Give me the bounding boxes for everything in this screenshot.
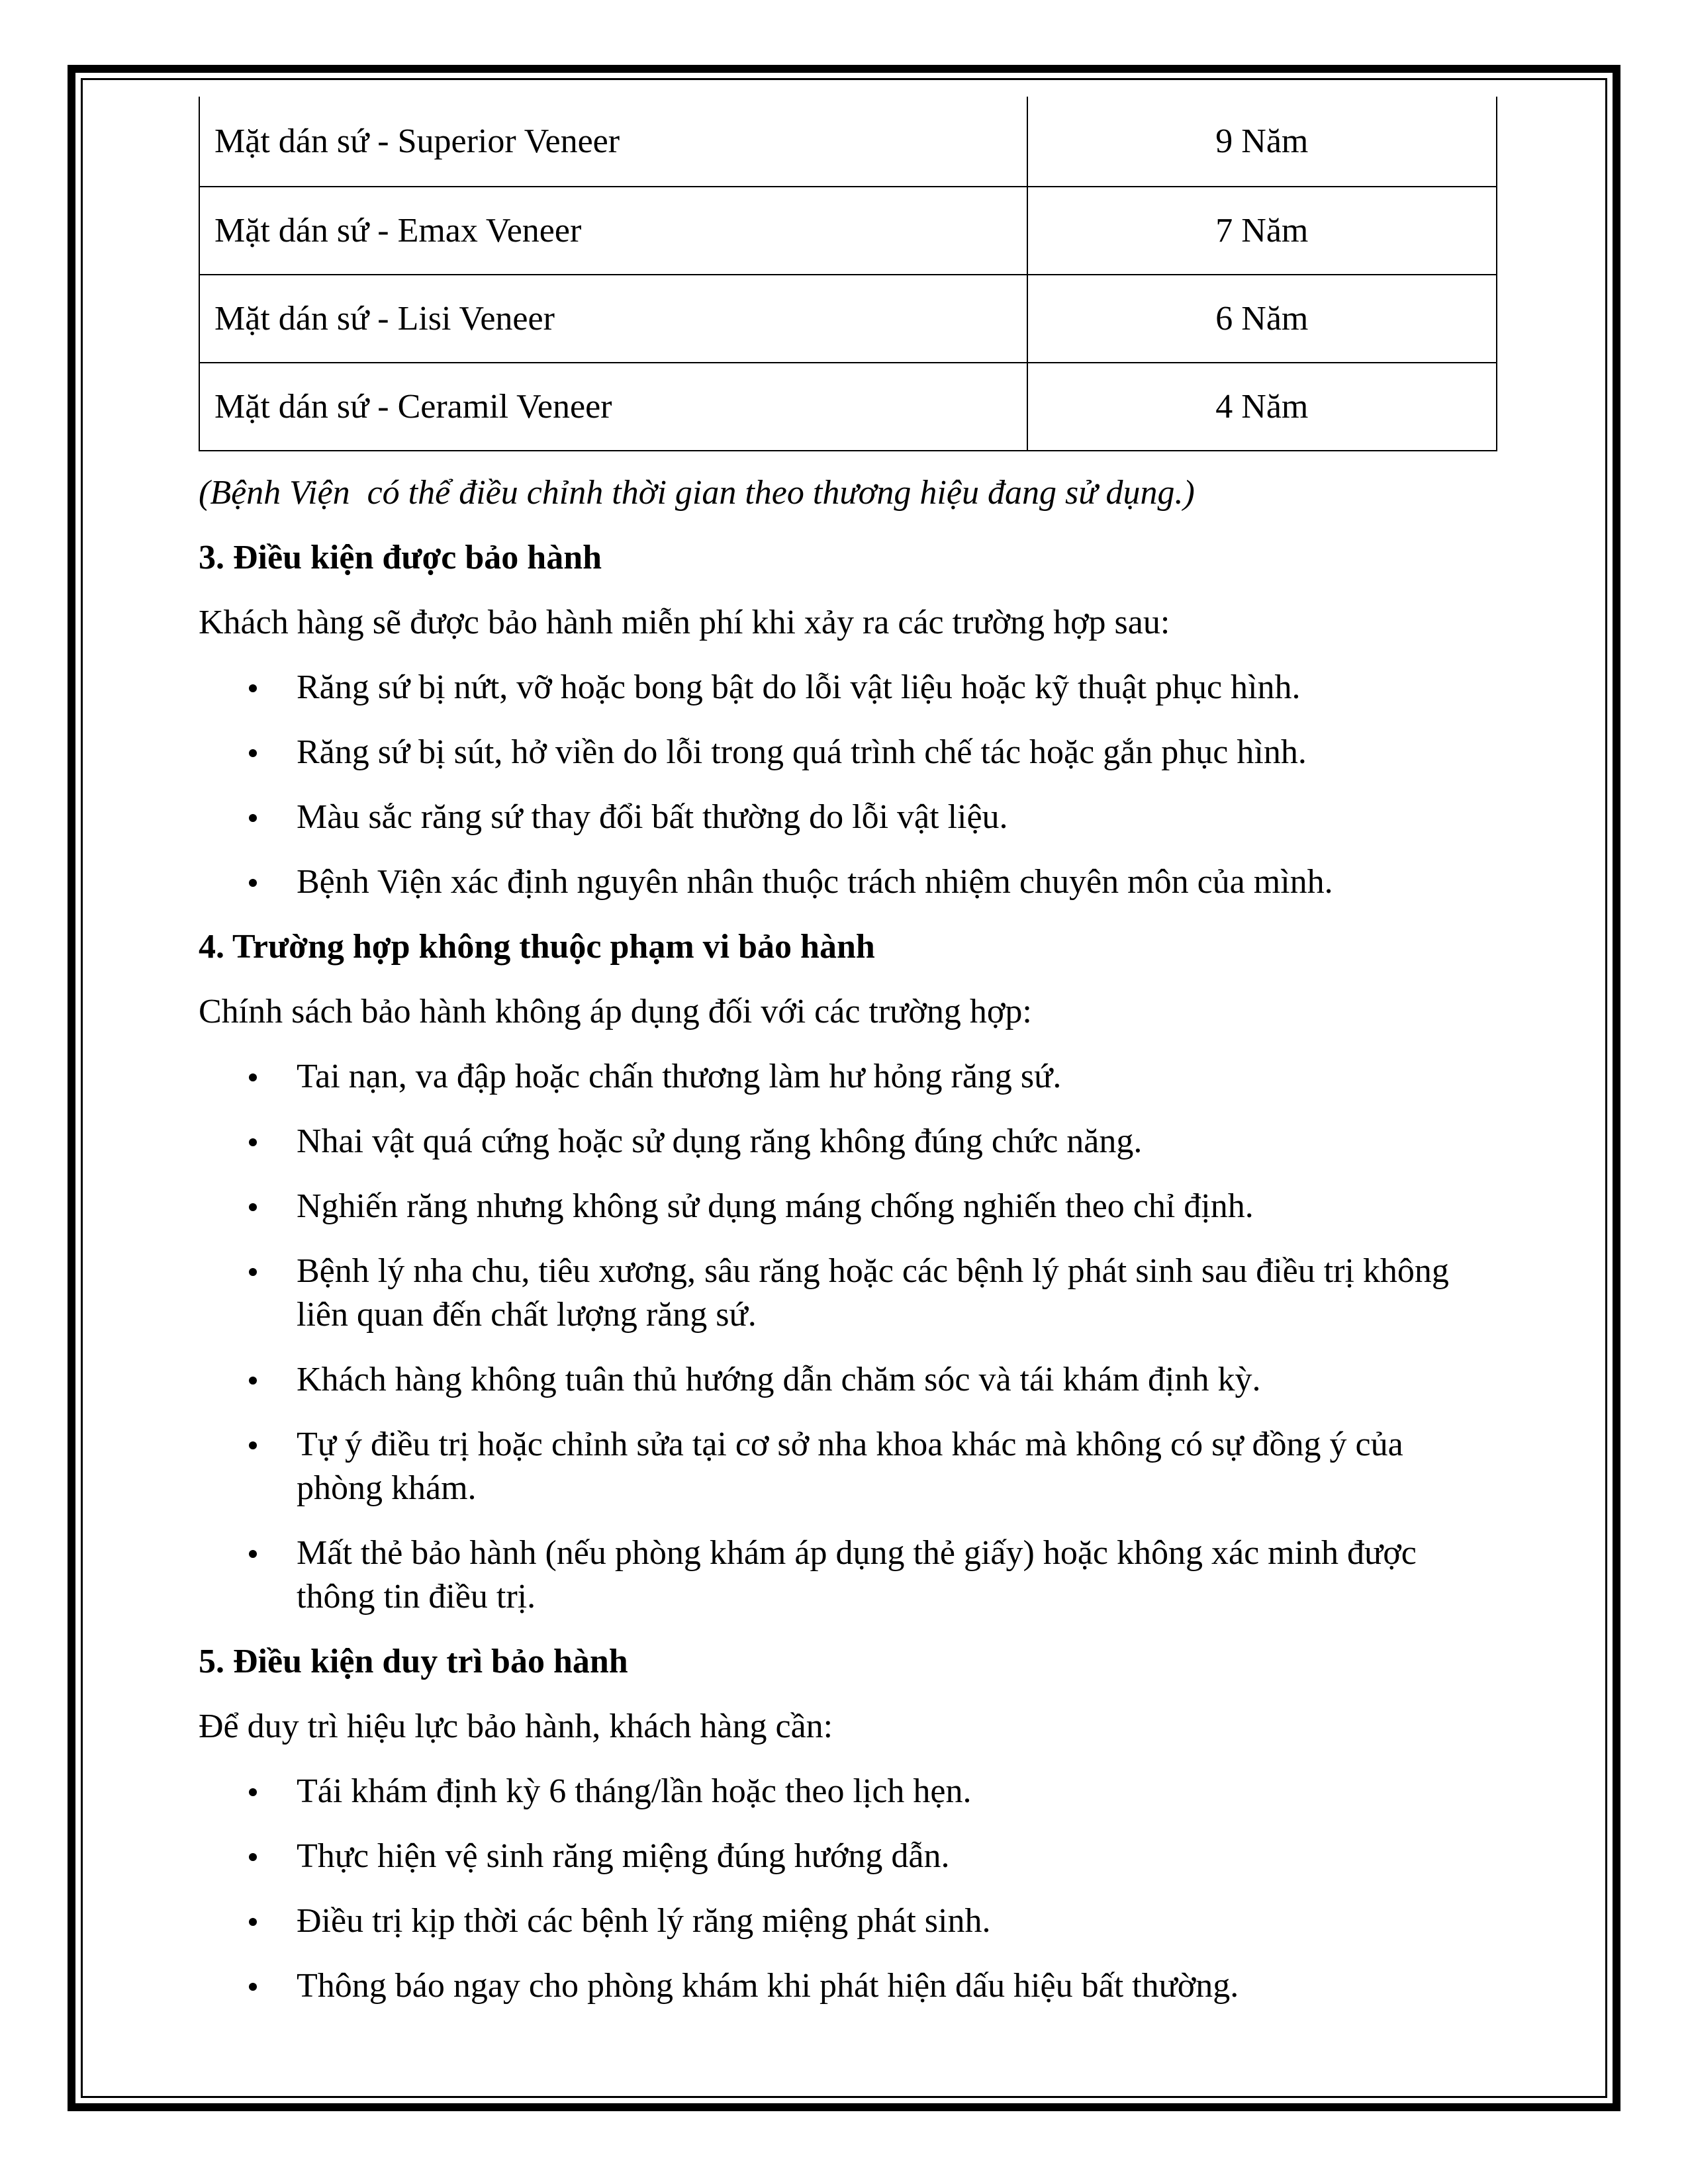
product-name-cell: Mặt dán sứ - Emax Veneer bbox=[199, 187, 1027, 275]
list-item bbox=[199, 796, 1496, 839]
bullet-icon bbox=[249, 1203, 257, 1211]
table-row bbox=[199, 97, 1497, 187]
list-item bbox=[199, 1770, 1496, 1813]
section-intro-5: Để duy trì hiệu lực bảo hành, khách hàng cần: bbox=[199, 1707, 833, 1745]
product-name-cell: Mặt dán sứ - Lisi Veneer bbox=[199, 275, 1027, 363]
table-note: (Bệnh Viện có thể điều chỉnh thời gian theo thương hiệu đang sử dụng.) bbox=[199, 474, 1195, 512]
list-item bbox=[199, 1531, 1496, 1619]
bullet-icon bbox=[249, 814, 257, 822]
bullet-icon bbox=[249, 749, 257, 757]
section-intro-3: Khách hàng sẽ được bảo hành miễn phí khi xảy ra các trường hợp sau: bbox=[199, 604, 1170, 641]
list-item-text: Điều trị kịp thời các bệnh lý răng miệng phát sinh. bbox=[297, 1902, 991, 1940]
bullet-icon bbox=[249, 1853, 257, 1861]
list-item bbox=[199, 1120, 1496, 1163]
bullet-icon bbox=[249, 879, 257, 887]
warranty-years-cell: 9 Năm bbox=[1027, 97, 1497, 187]
warranty-table bbox=[199, 97, 1497, 451]
list-item-text: Nhai vật quá cứng hoặc sử dụng răng không đúng chức năng. bbox=[297, 1122, 1143, 1160]
bullet-icon bbox=[249, 1268, 257, 1276]
list-item bbox=[199, 860, 1496, 904]
section-list-3 bbox=[199, 666, 1496, 904]
list-item-text: Tái khám định kỳ 6 tháng/lần hoặc theo lịch hẹn. bbox=[297, 1772, 972, 1810]
warranty-years-cell: 7 Năm bbox=[1027, 187, 1497, 275]
table-row bbox=[199, 187, 1497, 275]
section-heading-4: 4. Trường hợp không thuộc phạm vi bảo hành bbox=[199, 928, 875, 966]
section-intro-4: Chính sách bảo hành không áp dụng đối với các trường hợp: bbox=[199, 993, 1032, 1030]
list-item bbox=[199, 1055, 1496, 1099]
list-item-text: Nghiến răng nhưng không sử dụng máng chống nghiến theo chỉ định. bbox=[297, 1187, 1254, 1225]
list-item bbox=[199, 1899, 1496, 1943]
list-item-text: Bệnh lý nha chu, tiêu xương, sâu răng hoặc các bệnh lý phát sinh sau điều trị không liên quan đến chất lượng răng sứ. bbox=[297, 1252, 1449, 1334]
table-row bbox=[199, 363, 1497, 451]
list-item bbox=[199, 731, 1496, 774]
section-list-5 bbox=[199, 1770, 1496, 2008]
table-row bbox=[199, 275, 1497, 363]
bullet-icon bbox=[249, 1073, 257, 1081]
section-heading-5: 5. Điều kiện duy trì bảo hành bbox=[199, 1643, 628, 1680]
product-name-cell: Mặt dán sứ - Ceramil Veneer bbox=[199, 363, 1027, 451]
list-item-text: Tai nạn, va đập hoặc chấn thương làm hư hỏng răng sứ. bbox=[297, 1058, 1062, 1095]
list-item bbox=[199, 1423, 1496, 1510]
list-item bbox=[199, 1835, 1496, 1878]
section-heading-3: 3. Điều kiện được bảo hành bbox=[199, 539, 602, 576]
list-item-text: Khách hàng không tuân thủ hướng dẫn chăm sóc và tái khám định kỳ. bbox=[297, 1361, 1261, 1398]
list-item-text: Thông báo ngay cho phòng khám khi phát hiện dấu hiệu bất thường. bbox=[297, 1967, 1239, 2005]
list-item-text: Răng sứ bị sút, hở viền do lỗi trong quá trình chế tác hoặc gắn phục hình. bbox=[297, 733, 1307, 771]
list-item bbox=[199, 1358, 1496, 1402]
list-item bbox=[199, 666, 1496, 709]
list-item-text: Màu sắc răng sứ thay đổi bất thường do lỗi vật liệu. bbox=[297, 798, 1008, 836]
product-name-cell: Mặt dán sứ - Superior Veneer bbox=[199, 97, 1027, 187]
warranty-years-cell: 4 Năm bbox=[1027, 363, 1497, 451]
bullet-icon bbox=[249, 1441, 257, 1449]
section-list-4 bbox=[199, 1055, 1496, 1619]
list-item-text: Thực hiện vệ sinh răng miệng đúng hướng dẫn. bbox=[297, 1837, 950, 1875]
bullet-icon bbox=[249, 1550, 257, 1558]
list-item-text: Bệnh Viện xác định nguyên nhân thuộc trách nhiệm chuyên môn của mình. bbox=[297, 863, 1333, 901]
list-item bbox=[199, 1964, 1496, 2008]
bullet-icon bbox=[249, 684, 257, 692]
bullet-icon bbox=[249, 1983, 257, 1991]
bullet-icon bbox=[249, 1788, 257, 1796]
bullet-icon bbox=[249, 1918, 257, 1926]
bullet-icon bbox=[249, 1377, 257, 1385]
document-body bbox=[199, 97, 1496, 2008]
list-item-text: Răng sứ bị nứt, vỡ hoặc bong bật do lỗi vật liệu hoặc kỹ thuật phục hình. bbox=[297, 668, 1301, 706]
warranty-years-cell: 6 Năm bbox=[1027, 275, 1497, 363]
bullet-icon bbox=[249, 1138, 257, 1146]
list-item bbox=[199, 1250, 1496, 1337]
list-item-text: Mất thẻ bảo hành (nếu phòng khám áp dụng thẻ giấy) hoặc không xác minh được thông tin điều trị. bbox=[297, 1534, 1417, 1615]
list-item-text: Tự ý điều trị hoặc chỉnh sửa tại cơ sở nha khoa khác mà không có sự đồng ý của phòng khám. bbox=[297, 1426, 1403, 1507]
list-item bbox=[199, 1185, 1496, 1228]
